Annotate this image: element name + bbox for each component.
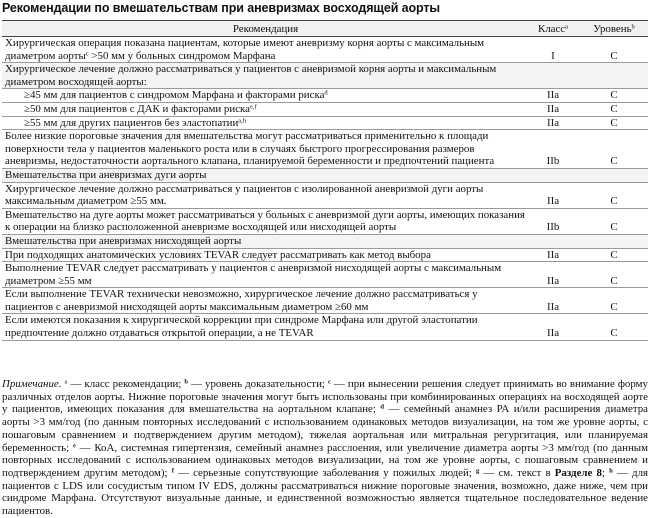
section-reference-link[interactable]: Разделе 8 xyxy=(554,466,602,479)
footnote-marker: d xyxy=(380,403,385,411)
column-header-class xyxy=(526,21,580,37)
page-title: Рекомендации по вмешательствам при аневризмах восходящей аорты xyxy=(2,1,441,15)
recommendation-cell xyxy=(2,288,526,314)
footnote-marker: a xyxy=(64,378,68,386)
recommendation-text: Хирургическая операция показана пациентам, которые имеют аневризму корня аорты с максимальным xyxy=(5,37,485,49)
recommendation-cell xyxy=(2,262,526,288)
class-cell: I xyxy=(551,49,555,62)
table-row xyxy=(2,262,648,288)
column-header-class-footnote: a xyxy=(565,23,569,31)
level-cell: C xyxy=(610,195,618,208)
recommendation-text: ≥55 мм для других пациентов без эластопатии xyxy=(24,116,239,129)
footnote-text: — уровень доказательности; xyxy=(188,378,328,390)
level-cell xyxy=(580,234,648,248)
recommendation-text: Вмешательство на дуге аорты может рассматриваться у больных с аневризмой дуги аорты, имеющих показания к операции на близко расположенной аневризме восходящей или нисходящей аорты xyxy=(5,208,525,234)
level-cell: C xyxy=(610,221,618,234)
footnote-marker: f xyxy=(171,467,174,475)
footnote-text: — см. текст в xyxy=(479,466,555,479)
footnote-block xyxy=(2,378,648,518)
table-row xyxy=(2,89,648,103)
footnote-text: — семейный анамнез РА и/или расширения диаметра аорты >3 мм/год (по данным повторных исследований с использованием одинаковых методов визуализации, на том же уровне аорты, с пошаговым сравнением и подтверждением другим методом), тяжелая аортальная или митральная регургитация, или планируемая беременность; xyxy=(2,403,649,454)
table-row xyxy=(2,130,648,169)
level-cell: C xyxy=(610,49,618,62)
recommendation-text: диаметром аорты xyxy=(5,49,86,62)
table-row xyxy=(2,182,648,208)
level-cell: C xyxy=(610,248,618,261)
class-cell: IIa xyxy=(546,327,560,340)
table-section-row xyxy=(2,168,648,182)
footnote-marker: g xyxy=(476,467,480,475)
table-section-row xyxy=(2,63,648,89)
table-row xyxy=(2,102,648,116)
level-cell: C xyxy=(610,89,618,102)
footnote-marker: c xyxy=(327,378,331,386)
class-cell xyxy=(526,63,580,89)
recommendations-table xyxy=(2,20,648,341)
footnote-marker: e,f xyxy=(250,103,257,111)
section-heading: Вмешательства при аневризмах нисходящей аорты xyxy=(5,234,242,247)
class-cell: IIa xyxy=(546,195,560,208)
level-cell: C xyxy=(610,300,618,313)
footnote-marker: c xyxy=(85,50,89,58)
recommendation-text: Если имеются показания к хирургической коррекции при синдроме Марфана или другой эластопатии предпочтение должно отдаваться открытой операции, а не TEVAR xyxy=(5,314,478,340)
level-cell: C xyxy=(610,102,618,115)
column-header-level xyxy=(580,21,648,37)
level-cell: C xyxy=(610,155,618,168)
table-section-row xyxy=(2,234,648,248)
recommendation-text: Более низкие пороговые значения для вмешательства могут рассматриваться применительно к площади поверхности тела у пациентов маленького роста или в случаях быстрого прогрессирования размеров аневризмы, недостаточности аортального клапана, планируемой беременности и предпочтений пациента xyxy=(5,130,495,168)
column-header-recommendation-label: Рекомендация xyxy=(232,23,299,36)
footnote-text: — при вынесении решения следует принимать во внимание форму различных отделов аорты. Нижние пороговые значения могут быть использованы при комбинированных операциях на восходящей аорте у пациентов, имеющих показания для вмешательства на аортальном клапане; xyxy=(2,378,648,416)
recommendation-cell xyxy=(2,182,526,208)
table-row xyxy=(2,314,648,340)
table-body xyxy=(2,37,648,341)
recommendation-text: ≥50 мм для пациентов с ДАК и факторами риска xyxy=(24,102,250,115)
section-heading: Хирургическое лечение должно рассматриваться у пациентов с аневризмой корня аорты и максимальным диаметром восходящей аорты: xyxy=(5,63,497,88)
column-header-class-label: Класс xyxy=(537,23,566,36)
level-cell xyxy=(580,168,648,182)
column-header-level-footnote: b xyxy=(631,23,635,31)
footnote-marker: e xyxy=(72,442,76,450)
recommendation-text: >50 мм у больных синдромом Марфана xyxy=(88,49,276,62)
column-header-recommendation xyxy=(2,21,526,37)
level-cell: C xyxy=(610,327,618,340)
class-cell: IIa xyxy=(546,274,560,287)
recommendation-cell xyxy=(2,37,526,63)
class-cell: IIa xyxy=(546,116,560,129)
table-header-row xyxy=(2,21,648,37)
level-cell: C xyxy=(610,116,618,129)
footnote-marker: b xyxy=(184,378,189,386)
column-header-level-label: Уровень xyxy=(593,23,632,36)
footnote-marker: h xyxy=(609,467,613,475)
footnote-marker: a,h xyxy=(238,117,247,125)
footnote-marker: d xyxy=(324,89,328,97)
table-row xyxy=(2,116,648,130)
recommendation-text: Хирургическое лечение должно рассматриваться у пациентов с изолированной аневризмой дуги аорты максимальным диаметром ≥55 мм. xyxy=(5,182,484,208)
recommendation-cell xyxy=(2,63,526,89)
footnote-text: — КоА, системная гипертензия, семейный анамнез расслоения, или увеличение диаметра аорты >3 мм/год (по данным повторных исследований с использованием одинаковых методов визуализации, на том же уровне аорты, с пошаговым сравнением и подтверждением другим методом); xyxy=(2,441,648,479)
class-cell: IIa xyxy=(546,300,560,313)
recommendation-cell xyxy=(2,102,526,116)
table-row xyxy=(2,248,648,262)
table-row xyxy=(2,288,648,314)
recommendation-text: Выполнение TEVAR следует рассматривать у пациентов с аневризмой нисходящей аорты с максимальным диаметром ≥55 мм xyxy=(5,262,502,287)
footnote-lead: Примечание. xyxy=(2,378,62,390)
recommendation-text: ≥45 мм для пациентов с синдромом Марфана и факторами риска xyxy=(24,89,325,102)
class-cell: IIb xyxy=(546,155,560,168)
class-cell: IIa xyxy=(546,102,560,115)
recommendation-text: При подходящих анатомических условиях TEVAR следует рассматривать как метод выбора xyxy=(5,248,431,261)
class-cell xyxy=(526,234,580,248)
class-cell: IIa xyxy=(546,248,560,261)
recommendation-cell xyxy=(2,130,526,169)
table-row xyxy=(2,37,648,63)
recommendation-cell xyxy=(2,234,526,248)
recommendation-cell xyxy=(2,116,526,130)
recommendation-text: Если выполнение TEVAR технически невозможно, хирургическое лечение должно рассматриваться у пациентов с аневризмой нисходящей аорты максимальным диаметром ≥60 мм xyxy=(5,288,478,313)
footnote-text: — серьезные сопутствующие заболевания у пожилых людей; xyxy=(173,466,476,479)
level-cell xyxy=(580,63,648,89)
footnote-text: — класс рекомендации; xyxy=(67,378,185,390)
level-cell: C xyxy=(610,274,618,287)
recommendation-cell xyxy=(2,248,526,262)
table-row xyxy=(2,208,648,234)
class-cell xyxy=(526,168,580,182)
recommendation-cell xyxy=(2,168,526,182)
section-heading: Вмешательства при аневризмах дуги аорты xyxy=(5,168,207,181)
recommendation-cell xyxy=(2,89,526,103)
footnote-text: — для пациентов с LDS или сосудистым типом IV EDS, должны рассматриваться нижние пороговые значения, возможно, даже ниже, чем при синдроме Марфана. Отсутствуют визуальные данные, и единственной возможностью является тщательное последовательное ведение пациентов. xyxy=(2,466,649,518)
recommendation-cell xyxy=(2,314,526,340)
class-cell: IIb xyxy=(546,221,560,234)
footnote-text: ; xyxy=(601,466,610,479)
recommendation-cell xyxy=(2,208,526,234)
class-cell: IIa xyxy=(546,89,560,102)
